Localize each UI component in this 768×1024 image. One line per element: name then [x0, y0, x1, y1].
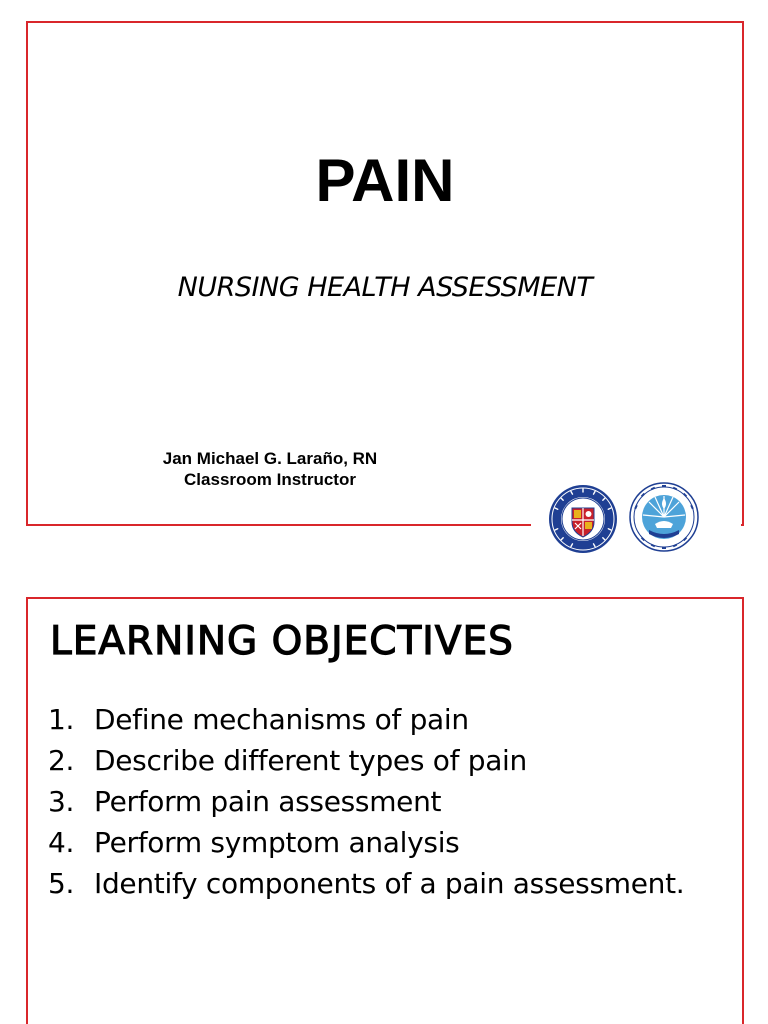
author-block	[110, 448, 430, 490]
list-item-number: 3.	[48, 785, 75, 818]
college-of-nursing-seal-icon	[629, 482, 699, 552]
list-item	[48, 822, 728, 863]
list-item	[48, 781, 728, 822]
author-role: Classroom Instructor	[184, 470, 356, 489]
list-item-text: Identify components of a pain assessment.	[94, 867, 685, 900]
list-item-number: 4.	[48, 826, 75, 859]
list-item-text: Define mechanisms of pain	[94, 703, 469, 736]
list-item-text: Perform pain assessment	[94, 785, 442, 818]
objectives-list	[48, 699, 728, 904]
list-item-number: 2.	[48, 744, 75, 777]
author-name: Jan Michael G. Laraño, RN	[162, 449, 378, 468]
title-slide	[26, 21, 744, 526]
slide-title: PAIN	[315, 147, 455, 214]
objectives-heading: LEARNING OBJECTIVES	[50, 619, 514, 664]
list-item-text: Perform symptom analysis	[94, 826, 460, 859]
slide-subtitle: NURSING HEALTH ASSESSMENT	[177, 272, 593, 303]
list-item	[48, 740, 728, 781]
list-item	[48, 863, 728, 904]
list-item-number: 1.	[48, 703, 75, 736]
list-item-text: Describe different types of pain	[94, 744, 527, 777]
objectives-slide	[26, 597, 744, 1024]
list-item-number: 5.	[48, 867, 75, 900]
list-item	[48, 699, 728, 740]
university-seal-icon	[548, 484, 618, 554]
